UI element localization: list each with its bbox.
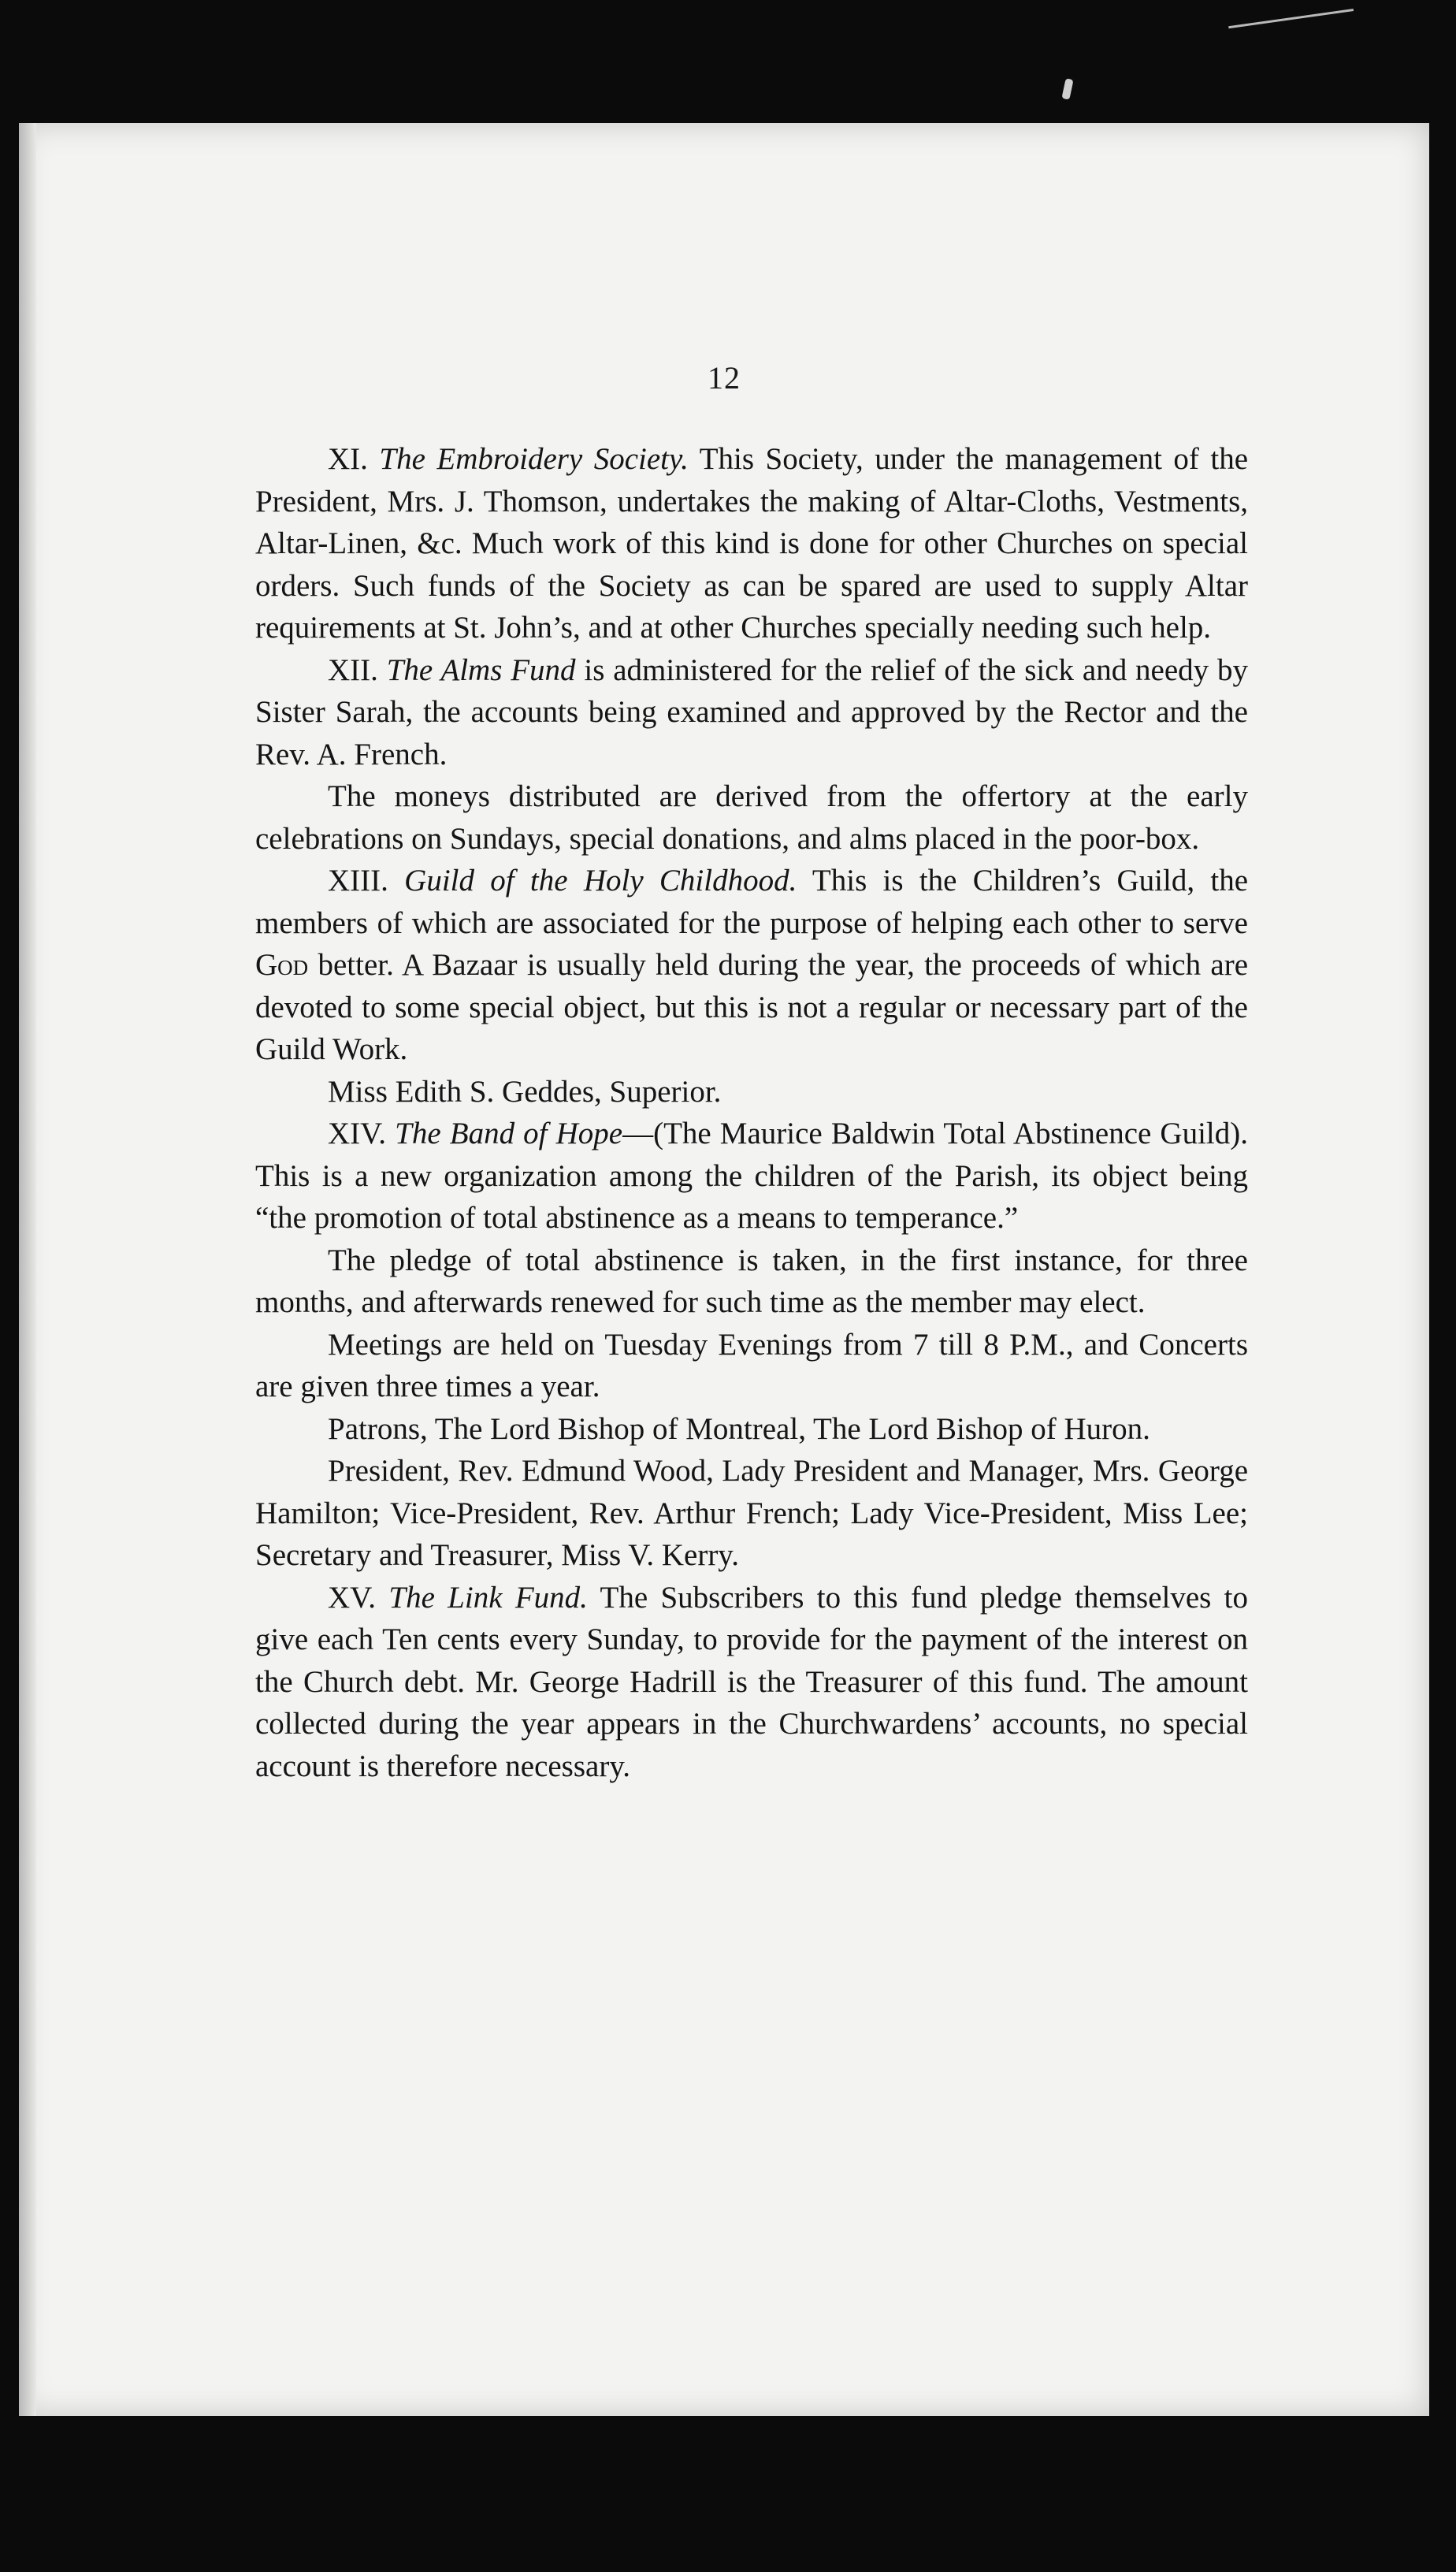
paragraph-text: The moneys distributed are derived from the offertory at the early celebrations on Sundays, special donations, and alms placed in the poor-box. bbox=[255, 779, 1248, 856]
section-numeral: XV. bbox=[328, 1580, 377, 1615]
section-title: The Embroidery Society. bbox=[379, 442, 689, 476]
paragraph-band-of-hope bbox=[255, 1113, 1248, 1240]
section-title: Guild of the Holy Childhood. bbox=[404, 864, 797, 898]
page-number: 12 bbox=[708, 360, 741, 396]
paragraph-pledge bbox=[255, 1240, 1248, 1324]
section-numeral: XI. bbox=[328, 442, 368, 476]
paragraph-text: Patrons, The Lord Bishop of Montreal, The Lord Bishop of Huron. bbox=[328, 1411, 1150, 1446]
paragraph-holy-childhood bbox=[255, 860, 1248, 1071]
page-body bbox=[255, 438, 1248, 1787]
section-title: The Link Fund. bbox=[388, 1580, 588, 1615]
paragraph-link-fund bbox=[255, 1577, 1248, 1788]
section-numeral: XII. bbox=[328, 652, 378, 687]
paragraph-embroidery-society bbox=[255, 438, 1248, 649]
paragraph-text: Miss Edith S. Geddes, Superior. bbox=[328, 1074, 722, 1109]
paragraph-text: —(The Maurice Baldwin Total Abstinence Guild). This is a new organization among the children of the Parish, its object being “the promotion of total abstinence as a means to temperance.” bbox=[255, 1117, 1249, 1235]
paragraph-patrons bbox=[255, 1408, 1248, 1451]
paragraph-text: The pledge of total abstinence is taken, in the first instance, for three months, and afterwards renewed for such time as the member may elect. bbox=[255, 1243, 1248, 1319]
paragraph-text: better. A Bazaar is usually held during the year, the proceeds of which are devoted to some special object, but this is not a regular or necessary part of the Guild Work. bbox=[255, 948, 1249, 1066]
paragraph-text: This Society, under the management of the President, Mrs. J. Thomson, undertakes the making of Altar-Cloths, Vestments, Altar-Linen, &c. Much work of this kind is done for other Churches on special orders. Such funds of the Society as can be spared are used to supply Altar requirements at St. John’s, and at other Churches specially needing such help. bbox=[255, 442, 1249, 645]
paragraph-alms-moneys bbox=[255, 775, 1248, 860]
paragraph-text: This is the Children’s Guild, the members of which are associated for the purpose of helping each other to serve bbox=[255, 864, 1249, 940]
scan-scratch-mark bbox=[1228, 9, 1356, 44]
book-page bbox=[19, 123, 1429, 2416]
section-title: The Band of Hope bbox=[395, 1117, 623, 1150]
scan-speck bbox=[1061, 78, 1073, 100]
paragraph-text: is administered for the relief of the sick and needy by Sister Sarah, the accounts being examined and approved by the Rector and the Rev. A. French. bbox=[255, 652, 1248, 771]
paragraph-text: The Subscribers to this fund pledge themselves to give each Ten cents every Sunday, to provide for the payment of the interest on the Church debt. Mr. George Hadrill is the Treasurer of this fund. The amount collected during the year appears in the Churchwardens’ accounts, no special account is therefore necessary. bbox=[255, 1580, 1249, 1783]
paragraph-guild-superior bbox=[255, 1071, 1248, 1113]
paragraph-text: Meetings are held on Tuesday Evenings from 7 till 8 P.M., and Concerts are given three times a year. bbox=[255, 1327, 1248, 1403]
section-numeral: XIII. bbox=[328, 864, 388, 898]
paragraph-officers bbox=[255, 1450, 1248, 1577]
section-numeral: XIV. bbox=[328, 1117, 387, 1150]
section-title: The Alms Fund bbox=[386, 652, 576, 687]
paragraph-meetings bbox=[255, 1324, 1248, 1408]
paragraph-alms-fund bbox=[255, 649, 1248, 776]
small-caps-word: God bbox=[255, 948, 309, 982]
paragraph-text: President, Rev. Edmund Wood, Lady President and Manager, Mrs. George Hamilton; Vice-President, Rev. Arthur French; Lady Vice-President, Miss Lee; Secretary and Treasurer, Miss V. Kerry. bbox=[255, 1454, 1248, 1572]
page-binding-edge bbox=[19, 123, 36, 2416]
